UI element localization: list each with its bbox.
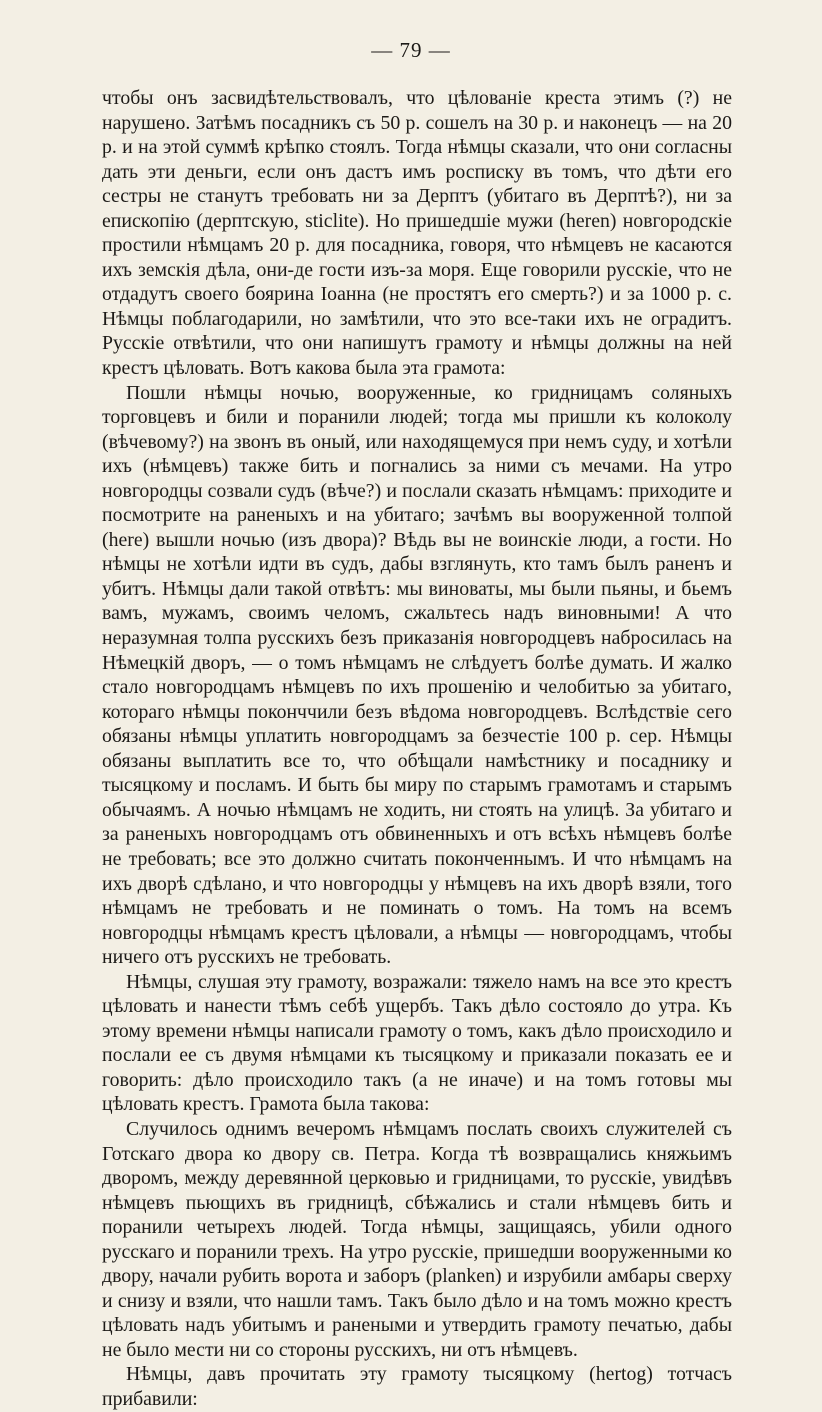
paragraph-4: Случилось однимъ вечеромъ нѣмцамъ послать своихъ служителей съ Готскаго двора ко двору св. Петра. Когда тѣ возвращались княжьимъ дворомъ, между деревянной церковью и гридницами, то русскіе, увидѣвъ нѣмцевъ пьющихъ въ гридницѣ, сбѣжались и стали нѣмцевъ бить и поранили четырехъ людей. Тогда нѣмцы, защищаясь, убили одного русскаго и поранили трехъ. На утро русскіе, пришедши вооруженными ко двору, начали рубить ворота и заборъ (planken) и изрубили амбары сверху и снизу и взяли, что нашли тамъ. Такъ было дѣло и на томъ можно крестъ цѣловать надъ убитымъ и ранеными и утвердить грамоту печатью, дабы не было мести ни со стороны русскихъ, ни отъ нѣмцевъ. [102,1117,732,1361]
paragraph-2: Пошли нѣмцы ночью, вооруженные, ко гридницамъ соляныхъ торговцевъ и били и поранили людей; тогда мы пришли къ колоколу (вѣчевому?) на звонъ въ оный, или находящемуся при немъ суду, и хотѣли ихъ (нѣмцевъ) также бить и погнались за ними съ мечами. На утро новгородцы созвали судъ (вѣче?) и послали сказать нѣмцамъ: приходите и посмотрите на раненыхъ и на убитаго; зачѣмъ вы вооруженной толпой (here) вышли ночью (изъ двора)? Вѣдь вы не воинскіе люди, а гости. Но нѣмцы не хотѣли идти въ судъ, дабы взглянуть, кто тамъ былъ раненъ и убитъ. Нѣмцы дали такой отвѣтъ: мы виноваты, мы были пьяны, и бьемъ вамъ, мужамъ, своимъ челомъ, сжальтесь надъ виновными! А что неразумная толпа русскихъ безъ приказанія новгородцевъ набросилась на Нѣмецкій дворъ, — о томъ нѣмцамъ не слѣдуетъ болѣе думать. И жалко стало новгородцамъ нѣмцевъ по ихъ прошенію и челобитью за убитаго, котораго нѣмцы поконччили безъ вѣдома новгородцевъ. Вслѣдствіе сего обязаны нѣмцы уплатить новгородцамъ за безчестіе 100 р. сер. Нѣмцы обязаны выплатить все то, что обѣщали намѣстнику и посаднику и тысяцкому и посламъ. И быть бы миру по старымъ грамотамъ и старымъ обычаямъ. А ночью нѣмцамъ не ходить, ни стоять на улицѣ. За убитаго и за раненыхъ новгородцамъ отъ обвиненныхъ и отъ всѣхъ нѣмцевъ болѣе не требовать; все это должно считать поконченнымъ. И что нѣмцамъ на ихъ дворѣ сдѣлано, и что новгородцы у нѣмцевъ на ихъ дворѣ взяли, того нѣмцамъ не требовать и не поминать о томъ. На томъ на всемъ новгородцы нѣмцамъ крестъ цѣловали, а нѣмцы — новгородцамъ, чтобы ничего отъ русскихъ не требовать. [102,381,732,969]
body-text [102,86,732,1412]
paragraph-5: Нѣмцы, давъ прочитать эту грамоту тысяцкому (hertog) тотчасъ прибавили: [102,1363,732,1410]
paragraph-1: чтобы онъ засвидѣтельствовалъ, что цѣлованіе креста этимъ (?) не нарушено. Затѣмъ посадникъ съ 50 р. сошелъ на 30 р. и наконецъ — на 20 р. и на этой суммѣ крѣпко стоялъ. Тогда нѣмцы сказали, что они согласны дать эти деньги, если онъ дастъ имъ росписку въ томъ, что дѣти его сестры не станутъ требовать ни за Дерптъ (убитаго въ Дерптѣ?), ни за епископію (дерптскую, sticlite). Но пришедшіе мужи (heren) новгородскіе простили нѣмцамъ 20 р. для посадника, говоря, что нѣмцевъ не касаются ихъ земскія дѣла, они-де гости изъ-за моря. Еще говорили русскіе, что не отдадутъ своего боярина Іоанна (не простятъ его смерть?) и за 1000 р. с. Нѣмцы поблагодарили, но замѣтили, что это все-таки ихъ не оградитъ. Русскіе отвѣтили, что они напишутъ грамоту и нѣмцы должны на ней крестъ цѣловать. Вотъ какова была эта грамота: [102,87,732,380]
page-number: — 79 — [371,38,451,62]
paragraph-3: Нѣмцы, слушая эту грамоту, возражали: тяжело намъ на все это крестъ цѣловать и нанести тѣмъ себѣ ущербъ. Такъ дѣло состояло до утра. Къ этому времени нѣмцы написали грамоту о томъ, какъ дѣло происходило и послали ее съ двумя нѣмцами къ тысяцкому и приказали показать ее и говорить: дѣло происходило такъ (а не иначе) и на томъ готовы мы цѣловать крестъ. Грамота была такова: [102,970,732,1116]
